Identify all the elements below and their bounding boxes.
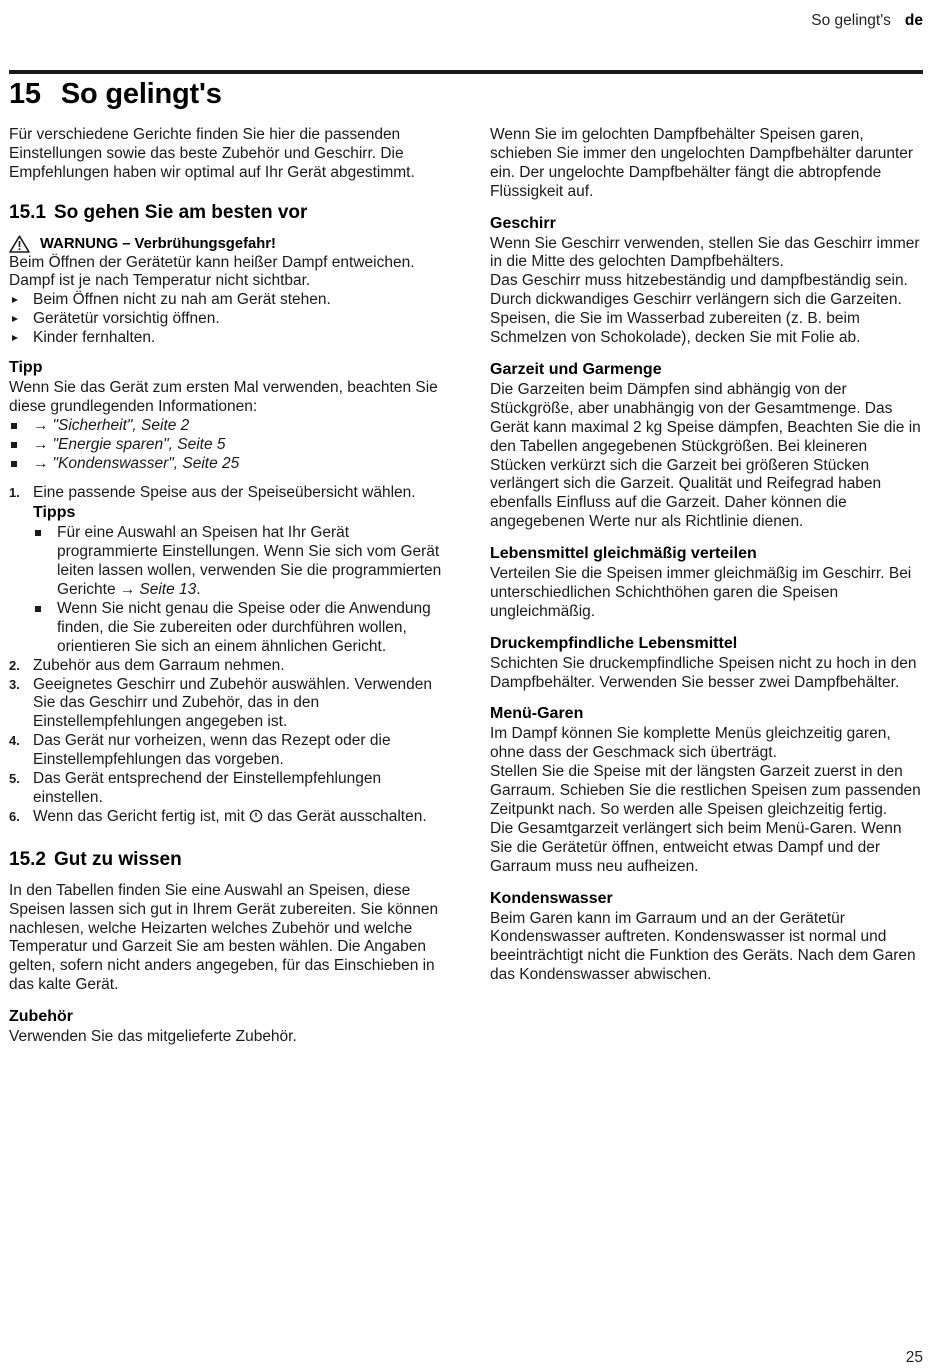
- list-item: Gerätetür vorsichtig öffnen.: [9, 310, 447, 329]
- step-number: 6.: [9, 808, 20, 824]
- reference-text: "Sicherheit", Seite 2: [52, 416, 190, 434]
- tip-item-text: Für eine Auswahl an Speisen hat Ihr Gerät programmierte Einstellungen. Wenn Sie sich vom Gerät leiten lassen wollen, verwenden Sie die programmierten Gerichte: [57, 524, 442, 599]
- warning-text: Beim Öffnen der Gerätetür kann heißer Dampf entweichen. Dampf ist je nach Temperatur nicht sichtbar.: [9, 253, 415, 290]
- chapter-intro: Für verschiedene Gerichte finden Sie hier die passenden Einstellungen sowie das beste Zubehör und Geschirr. Die Empfehlungen haben wir optimal auf Ihr Gerät abgestimmt.: [9, 126, 415, 181]
- section-number: 15.2: [9, 848, 46, 870]
- section-15-1-title: [9, 201, 447, 223]
- step-item: [9, 770, 447, 808]
- tipps-title: Tipps: [33, 504, 76, 522]
- step-number: 5.: [9, 771, 20, 787]
- cross-reference-link[interactable]: [9, 417, 447, 436]
- warning-heading: [9, 235, 447, 254]
- step-text: Das Gerät nur vorheizen, wenn das Rezept oder die Einstellempfehlungen das vorgeben.: [33, 732, 391, 769]
- step-number: 2.: [9, 657, 20, 673]
- list-item: Wenn Sie nicht genau die Speise oder die Anwendung finden, die Sie zubereiten oder durchführen wollen, orientieren Sie sich an einem ähnlichen Gericht.: [33, 600, 447, 657]
- warning-list: [9, 291, 447, 348]
- arrow-right-icon: →: [33, 435, 49, 453]
- steam-container-text: Wenn Sie im gelochten Dampfbehälter Speisen garen, schieben Sie immer den ungelochten Dampfbehälter darunter ein. Der ungelochte Dampfbehälter fängt die abtropfende Flüssigkeit auf.: [490, 126, 914, 200]
- zubehoer-text: Verwenden Sie das mitgelieferte Zubehör.: [9, 1028, 297, 1046]
- geschirr-p2: Das Geschirr muss hitzebeständig und dampfbeständig sein. Durch dickwandiges Geschirr verlängern sich die Garzeiten.: [490, 272, 908, 309]
- warning-title: WARNUNG – Verbrühungsgefahr!: [40, 235, 276, 252]
- step-text: Zubehör aus dem Garraum nehmen.: [33, 656, 285, 674]
- verteilen-text: Verteilen Sie die Speisen immer gleichmäßig im Geschirr. Bei unterschiedlichen Schichthöhen garen die Speisen ungleichmäßig.: [490, 565, 912, 620]
- chapter-title: [9, 78, 222, 111]
- chapter-number: 15: [9, 78, 41, 110]
- menu-p2: Stellen Sie die Speise mit der längsten Garzeit zuerst in den Garraum. Schieben Sie die restlichen Speisen zum passenden Zeitpunkt nach. So werden alle Speisen gleichzeitig fertig.: [490, 763, 921, 818]
- language-code: de: [904, 12, 923, 29]
- arrow-right-icon: →: [33, 454, 49, 472]
- geschirr-p3: Speisen, die Sie im Wasserbad zubereiten (z. B. beim Schmelzen von Schokolade), decken Sie mit Folie ab.: [490, 310, 861, 347]
- step-number: 1.: [9, 484, 20, 500]
- step-tipps: [33, 504, 447, 656]
- verteilen-title: Lebensmittel gleichmäßig verteilen: [490, 545, 757, 563]
- list-item: Beim Öffnen nicht zu nah am Gerät stehen.: [9, 291, 447, 310]
- step-item: [9, 657, 447, 676]
- tipps-list: [33, 524, 447, 656]
- steps-list: [9, 484, 447, 827]
- tip-title: Tipp: [9, 359, 43, 377]
- step-number: 4.: [9, 733, 20, 749]
- step-item: [9, 484, 447, 657]
- menu-p3: Die Gesamtgarzeit verlängert sich beim Menü-Garen. Wenn Sie die Gerätetür öffnen, entweicht etwas Dampf und der Garraum muss neu aufheizen.: [490, 819, 902, 875]
- cross-reference-link[interactable]: [120, 581, 196, 598]
- step-text-end: das Gerät ausschalten.: [267, 807, 427, 825]
- zubehoer-title: Zubehör: [9, 1008, 73, 1026]
- garzeit-title: Garzeit und Garmenge: [490, 360, 662, 378]
- geschirr-p1: Wenn Sie Geschirr verwenden, stellen Sie das Geschirr immer in die Mitte des gelochten Dampfbehälters.: [490, 234, 920, 271]
- menu-p1: Im Dampf können Sie komplette Menüs gleichzeitig garen, ohne dass der Geschmack sich überträgt.: [490, 725, 891, 762]
- step-text: Wenn das Gericht fertig ist, mit: [33, 807, 245, 825]
- kondens-title: Kondenswasser: [490, 889, 613, 907]
- chapter-title-text: So gelingt's: [60, 78, 222, 110]
- header-rule: [9, 70, 923, 74]
- arrow-right-icon: →: [33, 416, 49, 434]
- section-title-text: So gehen Sie am besten vor: [53, 201, 308, 223]
- kondens-text: Beim Garen kann im Garraum und an der Gerätetür Kondenswasser auftreten. Kondenswasser ist normal und beeinträchtigt nicht die Funktion des Geräts. Nach dem Garen das Kondenswasser abwischen.: [490, 909, 916, 984]
- section-title-text: Gut zu wissen: [53, 848, 182, 870]
- arrow-right-icon: →: [119, 581, 136, 599]
- warning-triangle-icon: [9, 235, 30, 253]
- right-column: [490, 126, 922, 985]
- step-item: [9, 808, 447, 827]
- section-15-2-title: [9, 848, 447, 870]
- tip-text: Wenn Sie das Gerät zum ersten Mal verwenden, beachten Sie diese grundlegenden Informationen:: [9, 378, 438, 415]
- cross-reference-link[interactable]: [9, 455, 447, 474]
- druck-text: Schichten Sie druckempfindliche Speisen nicht zu hoch in den Dampfbehälter. Verwenden Sie besser zwei Dampfbehälter.: [490, 654, 917, 691]
- step-item: [9, 676, 447, 733]
- list-item: [33, 524, 447, 600]
- list-item: Kinder fernhalten.: [9, 329, 447, 348]
- geschirr-title: Geschirr: [490, 214, 556, 232]
- reference-text: Seite 13: [139, 581, 197, 599]
- druck-title: Druckempfindliche Lebensmittel: [490, 634, 738, 652]
- running-title: So gelingt's: [811, 12, 891, 29]
- cross-reference-link[interactable]: [9, 436, 447, 455]
- menu-title: Menü-Garen: [490, 705, 584, 723]
- tip-item-end: .: [196, 581, 201, 599]
- reference-text: "Kondenswasser", Seite 25: [52, 454, 240, 472]
- step-item: [9, 732, 447, 770]
- step-number: 3.: [9, 676, 20, 692]
- section-number: 15.1: [9, 201, 46, 223]
- step-text: Geeignetes Geschirr und Zubehör auswählen. Verwenden Sie das Geschirr und Zubehör, das in den Einstellempfehlungen angegeben ist.: [33, 675, 432, 731]
- running-header: [811, 12, 923, 30]
- step-text: Eine passende Speise aus der Speiseübersicht wählen.: [33, 483, 416, 501]
- page-number: 25: [905, 1349, 923, 1366]
- step-text: Das Gerät entsprechend der Einstellempfehlungen einstellen.: [33, 770, 382, 806]
- garzeit-text: Die Garzeiten beim Dämpfen sind abhängig von der Stückgröße, aber unabhängig von der Gesamtmenge. Das Gerät kann maximal 2 kg Speise dämpfen, Beachten Sie die in den Tabellen angegebenen Stückgrößen. Bei kleineren Stücken verkürzt sich die Garzeit bei größeren Stücken verlängert sich die Garzeit. Qualität und Reifegrad haben ebenfalls Einfluss auf die Garzeit. Daher können die angegebenen Werte nur als Richtlinie dienen.: [490, 380, 921, 531]
- reference-text: "Energie sparen", Seite 5: [52, 435, 226, 453]
- left-column: [9, 126, 447, 1047]
- tip-references: [9, 417, 447, 474]
- section-15-2-intro: In den Tabellen finden Sie eine Auswahl an Speisen, diese Speisen lassen sich gut in Ihrem Gerät zubereiten. Sie können nachlesen, welche Heizarten welches Zubehör und welche Temperatur und Garzeit Sie am besten wählen. Die Angaben gelten, sofern nicht anders angegeben, für das Einschieben in das kalte Gerät.: [9, 881, 439, 994]
- power-icon: [249, 809, 263, 823]
